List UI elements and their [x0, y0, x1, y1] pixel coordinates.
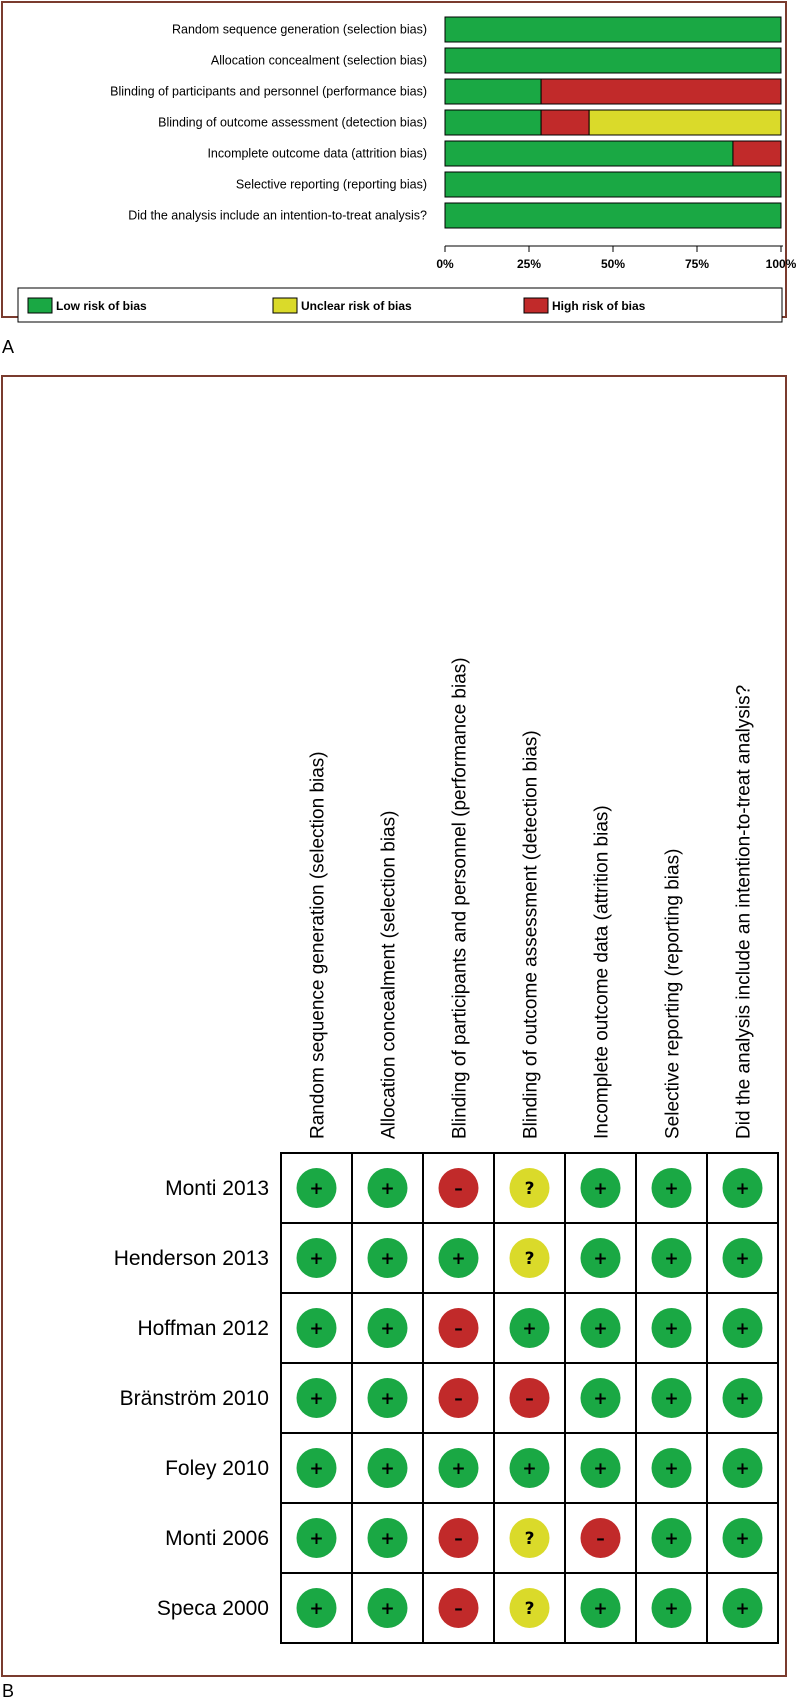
study-label: Monti 2006 — [165, 1527, 269, 1550]
judgement-symbol: + — [593, 1389, 608, 1409]
study-label: Speca 2000 — [156, 1597, 269, 1620]
category-label: Incomplete outcome data (attrition bias) — [207, 146, 427, 161]
judgement-symbol: + — [380, 1529, 395, 1549]
judgement-cell — [439, 1518, 479, 1558]
x-tick-label: 100% — [765, 257, 797, 271]
judgement-cell — [723, 1588, 763, 1628]
judgement-cell — [723, 1518, 763, 1558]
judgement-cell — [652, 1588, 692, 1628]
judgement-symbol: + — [593, 1459, 608, 1479]
judgement-cell — [439, 1308, 479, 1348]
judgement-symbol: + — [664, 1389, 679, 1409]
judgement-cell — [297, 1238, 337, 1278]
panel-a — [2, 2, 797, 322]
bar-segment — [445, 79, 541, 104]
bar-segment — [589, 110, 781, 135]
study-label: Hoffman 2012 — [137, 1317, 269, 1340]
judgement-symbol: + — [735, 1179, 750, 1199]
judgement-cell — [439, 1378, 479, 1418]
judgement-cell — [297, 1588, 337, 1628]
judgement-cell — [581, 1448, 621, 1488]
judgement-cell — [723, 1308, 763, 1348]
judgement-cell — [723, 1168, 763, 1208]
judgement-symbol: + — [735, 1529, 750, 1549]
judgement-cell — [652, 1238, 692, 1278]
x-tick-label: 0% — [436, 257, 454, 271]
judgement-cell — [368, 1308, 408, 1348]
category-label: Blinding of participants and personnel (performance bias) — [110, 84, 427, 99]
study-label: Henderson 2013 — [113, 1247, 269, 1270]
bar-segment — [445, 203, 781, 228]
judgement-cell — [581, 1238, 621, 1278]
judgement-symbol: – — [596, 1529, 605, 1549]
judgement-cell — [652, 1448, 692, 1488]
column-header: Random sequence generation (selection bias) — [307, 751, 329, 1139]
study-label: Monti 2013 — [165, 1177, 269, 1200]
judgement-symbol: + — [735, 1319, 750, 1339]
judgement-cell — [652, 1168, 692, 1208]
judgement-cell — [723, 1238, 763, 1278]
judgement-symbol: – — [454, 1599, 463, 1619]
judgement-symbol: – — [454, 1389, 463, 1409]
legend-label: High risk of bias — [552, 299, 646, 313]
judgement-cell — [368, 1588, 408, 1628]
x-tick-label: 25% — [516, 257, 542, 271]
category-label: Selective reporting (reporting bias) — [235, 177, 427, 192]
judgement-symbol: ? — [524, 1599, 535, 1619]
category-label: Blinding of outcome assessment (detection bias) — [158, 115, 427, 130]
bar-segment — [541, 110, 589, 135]
column-header: Blinding of participants and personnel (performance bias) — [449, 657, 471, 1139]
judgement-symbol: + — [664, 1529, 679, 1549]
judgement-cell — [581, 1378, 621, 1418]
column-header: Did the analysis include an intention-to-treat analysis? — [733, 684, 755, 1139]
judgement-cell — [439, 1448, 479, 1488]
judgement-symbol: + — [522, 1319, 537, 1339]
judgement-symbol: + — [664, 1319, 679, 1339]
bar-segment — [445, 172, 781, 197]
judgement-cell — [723, 1448, 763, 1488]
judgement-symbol: + — [735, 1389, 750, 1409]
judgement-symbol: + — [664, 1599, 679, 1619]
judgement-symbol: ? — [524, 1179, 535, 1199]
judgement-symbol: + — [309, 1249, 324, 1269]
bar-segment — [445, 141, 733, 166]
panel-a-letter: A — [2, 337, 15, 357]
judgement-symbol: + — [380, 1179, 395, 1199]
judgement-symbol: + — [664, 1249, 679, 1269]
judgement-cell — [581, 1518, 621, 1558]
judgement-cell — [439, 1588, 479, 1628]
judgement-cell — [368, 1238, 408, 1278]
x-tick-label: 50% — [600, 257, 626, 271]
study-label: Foley 2010 — [165, 1457, 269, 1480]
judgement-symbol: + — [380, 1319, 395, 1339]
legend-label: Unclear risk of bias — [301, 299, 412, 313]
judgement-symbol: + — [735, 1249, 750, 1269]
judgement-cell — [510, 1168, 550, 1208]
judgement-symbol: + — [664, 1179, 679, 1199]
bar-segment — [445, 17, 781, 42]
panel-a-bars — [445, 17, 781, 228]
category-label: Allocation concealment (selection bias) — [210, 53, 427, 68]
judgement-cell — [581, 1308, 621, 1348]
study-label: Bränström 2010 — [119, 1387, 269, 1410]
judgement-cell — [581, 1168, 621, 1208]
judgement-symbol: + — [380, 1459, 395, 1479]
judgement-cell — [368, 1448, 408, 1488]
bar-segment — [445, 48, 781, 73]
judgement-symbol: + — [593, 1179, 608, 1199]
legend-swatch — [524, 298, 548, 313]
bar-segment — [445, 110, 541, 135]
judgement-cell — [297, 1168, 337, 1208]
judgement-symbol: + — [735, 1459, 750, 1479]
judgement-symbol: – — [525, 1389, 534, 1409]
category-label: Did the analysis include an intention-to-treat analysis? — [128, 208, 427, 223]
judgement-cell — [510, 1588, 550, 1628]
bar-segment — [541, 79, 781, 104]
column-header: Selective reporting (reporting bias) — [662, 848, 684, 1139]
judgement-symbol: + — [309, 1599, 324, 1619]
judgement-symbol: + — [380, 1599, 395, 1619]
column-header: Blinding of outcome assessment (detection bias) — [520, 730, 542, 1139]
column-header: Incomplete outcome data (attrition bias) — [591, 805, 613, 1139]
judgement-cell — [652, 1378, 692, 1418]
bar-segment — [733, 141, 781, 166]
judgement-cell — [368, 1168, 408, 1208]
judgement-symbol: + — [451, 1459, 466, 1479]
judgement-cell — [297, 1308, 337, 1348]
judgement-symbol: + — [309, 1319, 324, 1339]
judgement-cell — [652, 1518, 692, 1558]
column-header: Allocation concealment (selection bias) — [378, 810, 400, 1139]
judgement-symbol: ? — [524, 1529, 535, 1549]
judgement-symbol: + — [735, 1599, 750, 1619]
judgement-symbol: – — [454, 1319, 463, 1339]
judgement-cell — [510, 1378, 550, 1418]
judgement-cell — [723, 1378, 763, 1418]
legend-swatch — [273, 298, 297, 313]
judgement-cell — [297, 1378, 337, 1418]
judgement-symbol: ? — [524, 1249, 535, 1269]
judgement-cell — [439, 1168, 479, 1208]
judgement-cell — [510, 1308, 550, 1348]
x-tick-label: 75% — [684, 257, 710, 271]
judgement-cell — [510, 1448, 550, 1488]
judgement-symbol: + — [593, 1599, 608, 1619]
judgement-cell — [652, 1308, 692, 1348]
panel-a-legend — [28, 298, 646, 313]
panel-b-letter: B — [2, 1681, 15, 1701]
judgement-symbol: + — [522, 1459, 537, 1479]
judgement-symbol: + — [380, 1249, 395, 1269]
judgement-symbol: + — [593, 1319, 608, 1339]
judgement-cell — [297, 1448, 337, 1488]
judgement-symbol: – — [454, 1179, 463, 1199]
judgement-symbol: + — [309, 1459, 324, 1479]
judgement-cell — [368, 1518, 408, 1558]
legend-swatch — [28, 298, 52, 313]
judgement-symbol: + — [309, 1389, 324, 1409]
panel-b — [2, 376, 786, 1676]
judgement-cell — [510, 1518, 550, 1558]
judgement-cell — [439, 1238, 479, 1278]
judgement-cell — [510, 1238, 550, 1278]
judgement-cell — [368, 1378, 408, 1418]
judgement-symbol: + — [380, 1389, 395, 1409]
judgement-cell — [581, 1588, 621, 1628]
category-label: Random sequence generation (selection bias) — [171, 22, 427, 37]
judgement-symbol: + — [664, 1459, 679, 1479]
judgement-symbol: + — [309, 1529, 324, 1549]
judgement-symbol: + — [593, 1249, 608, 1269]
judgement-symbol: + — [309, 1179, 324, 1199]
judgement-symbol: – — [454, 1529, 463, 1549]
legend-label: Low risk of bias — [56, 299, 147, 313]
judgement-symbol: + — [451, 1249, 466, 1269]
judgement-cell — [297, 1518, 337, 1558]
